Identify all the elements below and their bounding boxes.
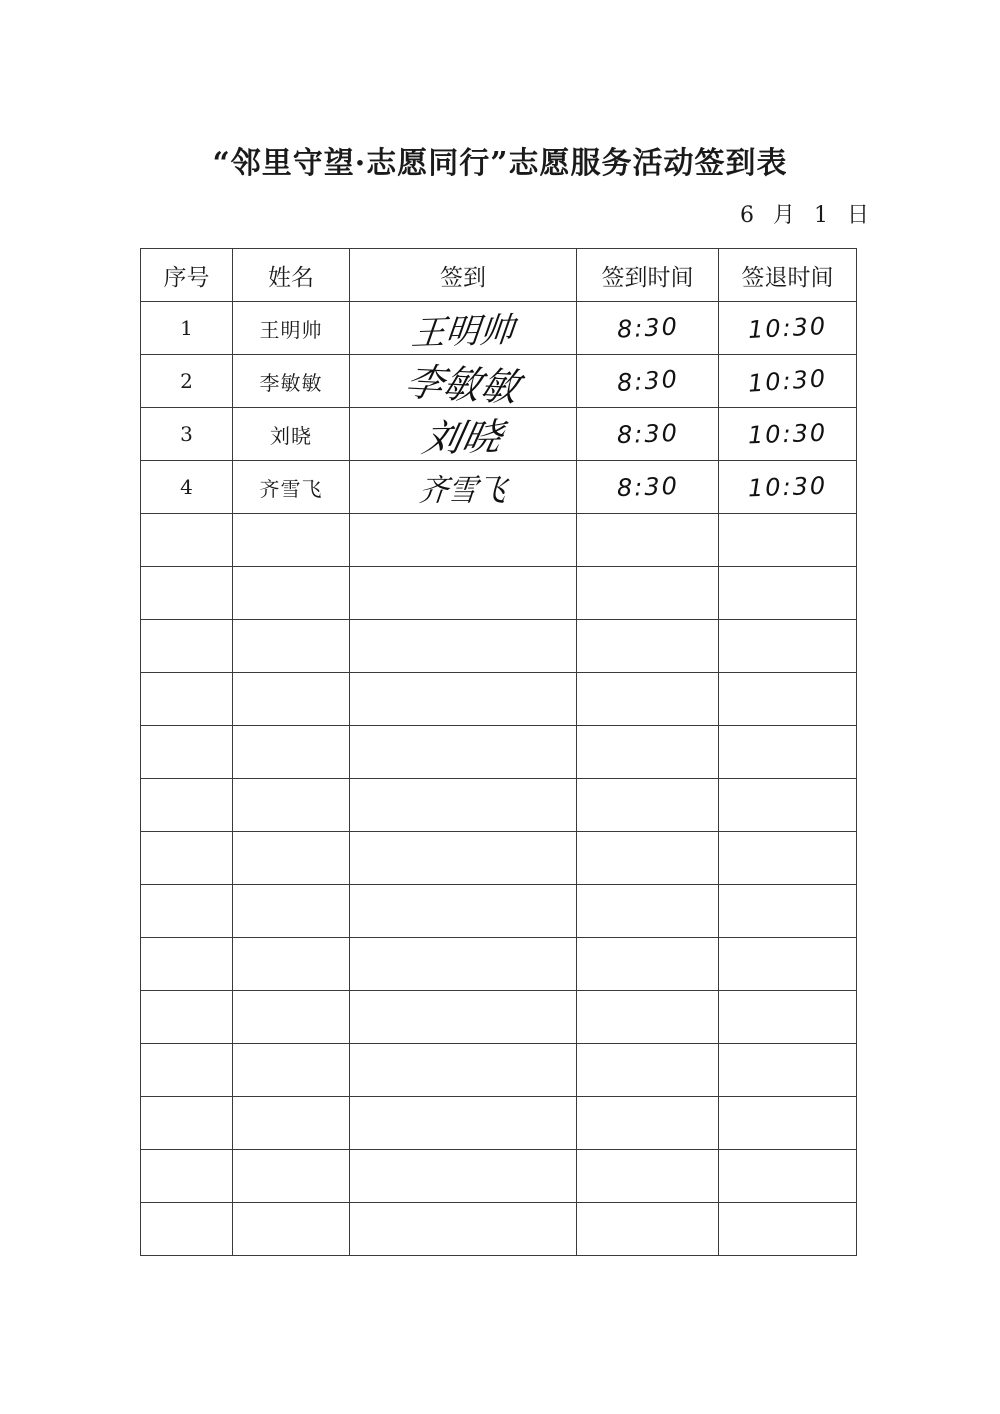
empty-cell bbox=[577, 1203, 719, 1256]
empty-cell bbox=[233, 673, 350, 726]
row-checkin-cell bbox=[577, 355, 719, 408]
row-checkout-cell bbox=[719, 355, 857, 408]
row-name: 李敏敏 bbox=[233, 355, 350, 408]
empty-cell bbox=[719, 673, 857, 726]
sheet-date: 6 月 1 日 bbox=[740, 203, 875, 228]
empty-cell bbox=[577, 779, 719, 832]
empty-cell bbox=[233, 832, 350, 885]
handwritten-checkout-time: 10:30 bbox=[747, 418, 828, 450]
empty-table-row bbox=[141, 1044, 857, 1097]
empty-cell bbox=[577, 1044, 719, 1097]
empty-cell bbox=[233, 620, 350, 673]
empty-cell bbox=[233, 779, 350, 832]
table-row bbox=[141, 408, 857, 461]
empty-cell bbox=[141, 567, 233, 620]
handwritten-checkout-time: 10:30 bbox=[747, 364, 828, 398]
row-seq: 1 bbox=[141, 302, 233, 355]
empty-table-row bbox=[141, 620, 857, 673]
row-seq: 2 bbox=[141, 355, 233, 408]
empty-table-row bbox=[141, 1150, 857, 1203]
empty-table-row bbox=[141, 938, 857, 991]
row-seq: 4 bbox=[141, 461, 233, 514]
empty-cell bbox=[233, 1150, 350, 1203]
empty-table-row bbox=[141, 567, 857, 620]
empty-cell bbox=[719, 620, 857, 673]
table-header-row bbox=[141, 249, 857, 302]
empty-cell bbox=[141, 991, 233, 1044]
empty-cell bbox=[719, 779, 857, 832]
row-name: 王明帅 bbox=[233, 302, 350, 355]
empty-cell bbox=[350, 1150, 577, 1203]
empty-table-row bbox=[141, 779, 857, 832]
empty-cell bbox=[350, 1203, 577, 1256]
empty-cell bbox=[350, 514, 577, 567]
empty-cell bbox=[233, 938, 350, 991]
empty-cell bbox=[141, 726, 233, 779]
empty-cell bbox=[141, 514, 233, 567]
page-title: “邻里守望·志愿同行”志愿服务活动签到表 bbox=[212, 146, 788, 181]
table-row bbox=[141, 461, 857, 514]
empty-cell bbox=[233, 885, 350, 938]
row-checkout-cell bbox=[719, 302, 857, 355]
row-signature-cell bbox=[350, 302, 577, 355]
empty-cell bbox=[577, 1097, 719, 1150]
empty-table-row bbox=[141, 514, 857, 567]
handwritten-checkout-time: 10:30 bbox=[747, 311, 828, 345]
empty-table-row bbox=[141, 832, 857, 885]
empty-cell bbox=[719, 726, 857, 779]
empty-cell bbox=[350, 832, 577, 885]
row-signature-cell bbox=[350, 355, 577, 411]
empty-cell bbox=[719, 1044, 857, 1097]
empty-table-row bbox=[141, 1203, 857, 1256]
empty-cell bbox=[141, 1097, 233, 1150]
header-seq: 序号 bbox=[141, 249, 233, 302]
empty-table-row bbox=[141, 673, 857, 726]
row-checkin-cell bbox=[577, 461, 719, 514]
empty-cell bbox=[233, 1203, 350, 1256]
handwritten-signature: 王明帅 bbox=[409, 309, 516, 354]
header-checkout-time: 签退时间 bbox=[719, 249, 857, 302]
empty-cell bbox=[350, 726, 577, 779]
empty-cell bbox=[719, 1150, 857, 1203]
empty-cell bbox=[350, 1044, 577, 1097]
empty-cell bbox=[350, 620, 577, 673]
row-checkin-cell bbox=[577, 302, 719, 355]
empty-cell bbox=[350, 673, 577, 726]
empty-cell bbox=[350, 991, 577, 1044]
empty-cell bbox=[577, 673, 719, 726]
empty-cell bbox=[719, 1203, 857, 1256]
empty-cell bbox=[577, 1150, 719, 1203]
empty-cell bbox=[719, 991, 857, 1044]
row-name: 齐雪飞 bbox=[233, 461, 350, 514]
empty-cell bbox=[719, 885, 857, 938]
empty-table-row bbox=[141, 726, 857, 779]
handwritten-signature: 齐雪飞 bbox=[417, 472, 508, 509]
empty-cell bbox=[233, 567, 350, 620]
empty-cell bbox=[233, 726, 350, 779]
header-checkin-time: 签到时间 bbox=[577, 249, 719, 302]
row-signature-cell bbox=[350, 461, 577, 514]
empty-cell bbox=[350, 567, 577, 620]
empty-table-row bbox=[141, 1097, 857, 1150]
empty-cell bbox=[719, 832, 857, 885]
empty-cell bbox=[141, 620, 233, 673]
empty-cell bbox=[719, 567, 857, 620]
empty-cell bbox=[577, 567, 719, 620]
empty-cell bbox=[141, 1044, 233, 1097]
empty-cell bbox=[141, 673, 233, 726]
empty-cell bbox=[233, 1097, 350, 1150]
table-row bbox=[141, 355, 857, 408]
empty-cell bbox=[577, 832, 719, 885]
handwritten-checkin-time: 8:30 bbox=[616, 418, 679, 450]
empty-cell bbox=[719, 514, 857, 567]
row-name: 刘晓 bbox=[233, 408, 350, 461]
empty-cell bbox=[141, 832, 233, 885]
empty-cell bbox=[141, 1203, 233, 1256]
empty-cell bbox=[577, 620, 719, 673]
empty-cell bbox=[233, 991, 350, 1044]
empty-table-row bbox=[141, 885, 857, 938]
sign-in-table bbox=[140, 248, 857, 1256]
empty-cell bbox=[350, 938, 577, 991]
row-signature-cell bbox=[350, 408, 577, 461]
row-checkout-cell bbox=[719, 461, 857, 514]
row-seq: 3 bbox=[141, 408, 233, 461]
empty-cell bbox=[141, 1150, 233, 1203]
handwritten-checkin-time: 8:30 bbox=[616, 471, 679, 503]
handwritten-signature: 李敏敏 bbox=[400, 359, 524, 411]
empty-cell bbox=[141, 938, 233, 991]
empty-table-row bbox=[141, 991, 857, 1044]
header-name: 姓名 bbox=[233, 249, 350, 302]
empty-cell bbox=[577, 885, 719, 938]
empty-cell bbox=[141, 885, 233, 938]
handwritten-signature: 刘晓 bbox=[418, 415, 506, 461]
handwritten-checkin-time: 8:30 bbox=[615, 364, 680, 398]
empty-cell bbox=[233, 1044, 350, 1097]
empty-cell bbox=[233, 514, 350, 567]
table-row bbox=[141, 302, 857, 355]
handwritten-checkout-time: 10:30 bbox=[747, 471, 828, 503]
empty-cell bbox=[577, 514, 719, 567]
empty-cell bbox=[350, 885, 577, 938]
empty-cell bbox=[719, 938, 857, 991]
empty-cell bbox=[577, 991, 719, 1044]
empty-cell bbox=[350, 1097, 577, 1150]
empty-cell bbox=[719, 1097, 857, 1150]
empty-cell bbox=[350, 779, 577, 832]
handwritten-checkin-time: 8:30 bbox=[615, 312, 680, 344]
empty-cell bbox=[577, 726, 719, 779]
row-checkin-cell bbox=[577, 408, 719, 461]
empty-cell bbox=[141, 779, 233, 832]
header-signature: 签到 bbox=[350, 249, 577, 302]
empty-cell bbox=[577, 938, 719, 991]
row-checkout-cell bbox=[719, 408, 857, 461]
